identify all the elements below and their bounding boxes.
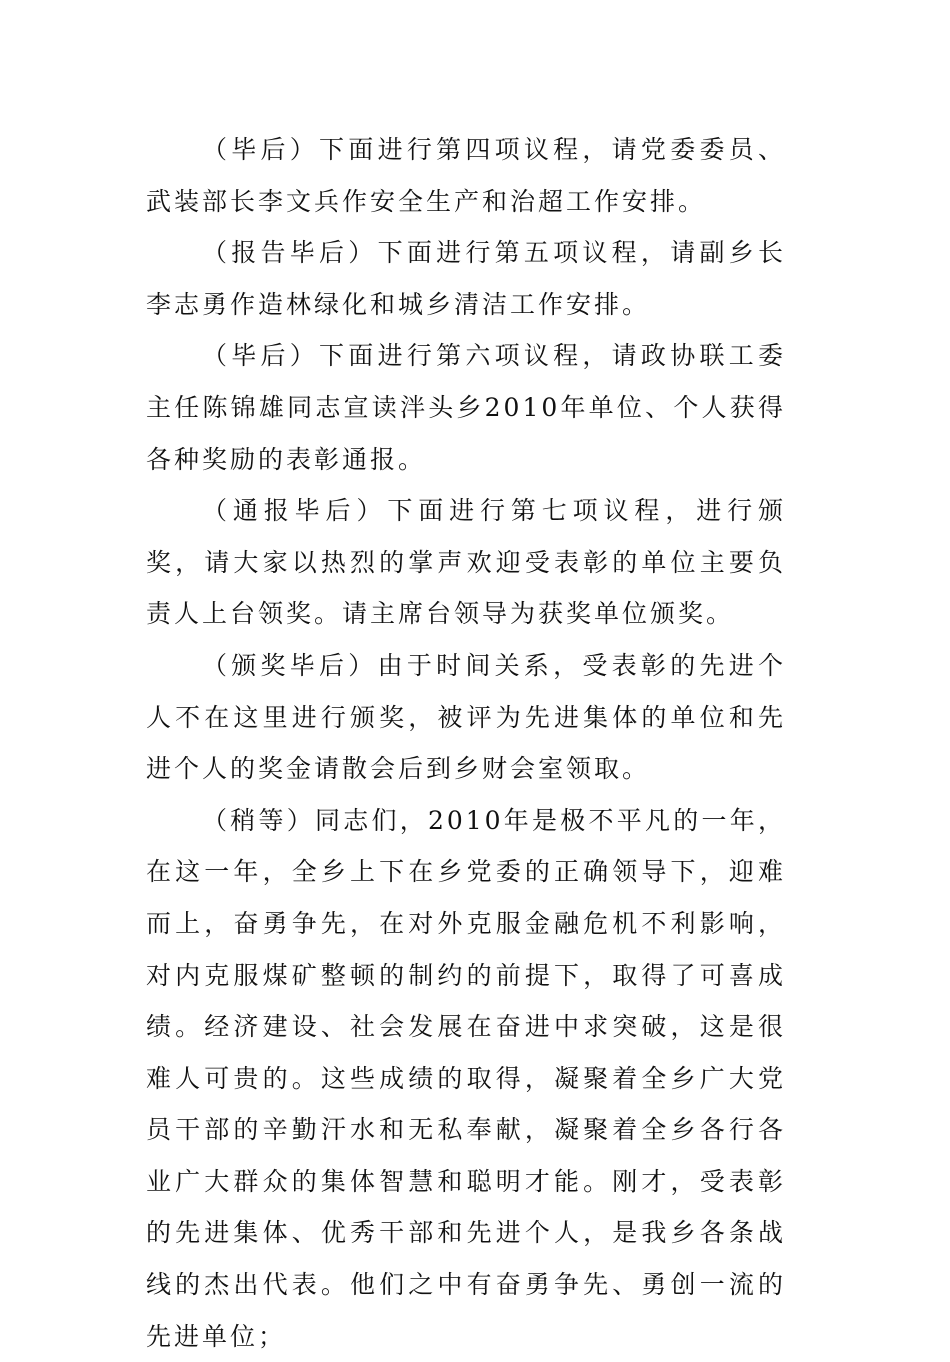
paragraph-agenda-item-5: （报告毕后）下面进行第五项议程，请副乡长李志勇作造林绿化和城乡清洁工作安排。 (146, 238, 786, 319)
paragraph-agenda-item-6: （毕后）下面进行第六项议程，请政协联工委主任陈锦雄同志宣读泮头乡2010年单位、个人获得各种奖励的表彰通报。 (146, 341, 786, 474)
document-body (146, 124, 786, 1362)
paragraph-speech: （稍等）同志们，2010年是极不平凡的一年，在这一年，全乡上下在乡党委的正确领导下，迎难而上，奋勇争先，在对外克服金融危机不利影响，对内克服煤矿整顿的制约的前提下，取得了可喜成绩。经济建设、社会发展在奋进中求突破，这是很难人可贵的。这些成绩的取得，凝聚着全乡广大党员干部的辛勤汗水和无私奉献，凝聚着全乡各行各业广大群众的集体智慧和聪明才能。刚才，受表彰的先进集体、优秀干部和先进个人，是我乡各条战线的杰出代表。他们之中有奋勇争先、勇创一流的先进单位； (146, 805, 786, 1351)
paragraph-award-notice: （颁奖毕后）由于时间关系，受表彰的先进个人不在这里进行颁奖，被评为先进集体的单位和先进个人的奖金请散会后到乡财会室领取。 (146, 650, 786, 784)
paragraph-agenda-item-4: （毕后）下面进行第四项议程，请党委委员、武装部长李文兵作安全生产和治超工作安排。 (146, 135, 786, 216)
paragraph-agenda-item-7: （通报毕后）下面进行第七项议程，进行颁奖，请大家以热烈的掌声欢迎受表彰的单位主要负责人上台领奖。请主席台领导为获奖单位颁奖。 (146, 496, 786, 629)
